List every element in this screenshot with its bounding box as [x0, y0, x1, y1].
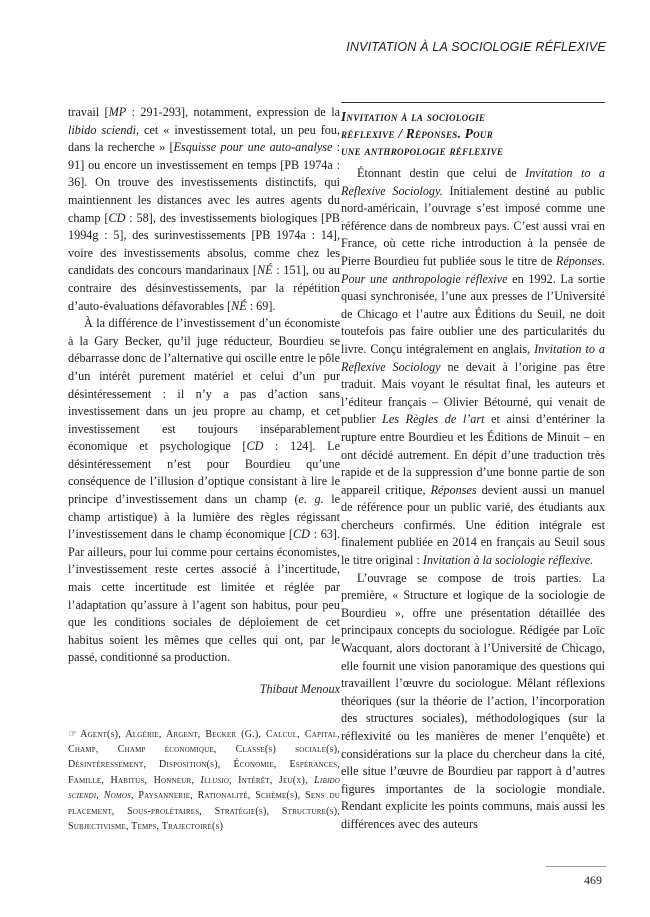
italic-text: CD [108, 210, 126, 225]
text: , [96, 790, 104, 802]
article-title [341, 108, 605, 159]
text: ne devait à l’origine pas être traduit. Mais voyant le résultat final, les auteurs et l’éditeur français – Olivier Bétourné, qui venait de publier [341, 359, 605, 427]
italic-text: Esquisse pour une auto-analyse [173, 140, 333, 155]
article-title-line-2: réflexive / Réponses. Pour [341, 126, 494, 141]
text: : 58], des investissements biologiques [PB 1994g : 5], des surinvestissements [PB 1974a : 14], voire des investissements absolus, comme chez les candidats des concours mandarinaux [ [68, 210, 340, 278]
italic-text: Nomos [103, 790, 131, 802]
page-number: 469 [584, 873, 602, 887]
italic-text: Illusio [200, 774, 230, 786]
see-also-terms [68, 729, 340, 832]
text: , Paysannerie, Rationalité, Schème(s), Sens du placement, Sous-prolétaires, Stratégie(s), Structure(s), Subjectivisme, Temps, Trajectoire(s) [68, 790, 340, 833]
author-signature: Thibaut Menoux [259, 682, 340, 696]
italic-text: NÉ [231, 298, 247, 313]
text: À la différence de l’investissement d’un économiste à la Gary Becker, qu’il juge réducteur, Bourdieu se débarrasse donc de l’alternative qui oscille entre le pôle d’un intérêt purement matériel et celui d’un pur désintéressement : il n’y a pas d’action sans investissement dans un jeu propre au champ, et cet investissement est toujours inséparablement économique et psychologique [ [68, 316, 340, 454]
article-title-line-3: une anthropologie réflexive [341, 143, 504, 158]
italic-text: CD [246, 439, 264, 454]
text: Étonnant destin que celui de [357, 166, 526, 180]
italic-text: e. g. [298, 492, 324, 507]
see-also-list [68, 727, 340, 835]
article-title-rule [341, 102, 605, 103]
italic-text: Invitation to a Reflexive Sociology [341, 341, 605, 374]
running-head: INVITATION À LA SOCIOLOGIE RÉFLEXIVE [346, 40, 606, 54]
text: , Intérêt, Jeu(x), [229, 774, 315, 786]
text: Agent(s), Algérie, Argent, Becker (G.), Calcul, Capital, Champ, Champ économique, Classe(s) sociale(s), Désintéressement, Disposition(s), Économie, Espérances, Famille, Habitus, Honneur, [68, 728, 340, 786]
right-paragraph-1 [341, 165, 605, 570]
text: : 151], ou au contraire des désinvestissements, par la répétition d’auto-évaluations défavorables [ [68, 263, 340, 313]
italic-text: NÉ [256, 263, 273, 278]
text: : 291-293], notamment, expression de la [126, 105, 340, 119]
text: : 91] ou encore un investissement en temps [PB 1974a : 36]. On trouve des investissements distinctifs, qui maintiennent les distances avec les autres agents du champ [ [68, 140, 341, 225]
left-paragraph-1 [68, 104, 340, 315]
right-paragraph-2 [341, 570, 605, 834]
italic-text: Réponses. Pour une anthropologie réflexive [341, 253, 605, 286]
text: devient aussi un manuel de référence pour un public varié, des étudiants aux chercheurs confirmés. Une édition intégrale est finalement publiée en 2014 en français au Seuil sous le titre original : [341, 482, 605, 568]
italic-text: CD [292, 527, 310, 542]
left-column [68, 104, 340, 834]
text: travail [ [68, 105, 109, 119]
italic-text: Les Règles de l’art [382, 412, 485, 427]
italic-text: MP [108, 105, 127, 119]
italic-text: Libido sciendi [68, 774, 340, 802]
article-title-line-1: Invitation à la sociologie [341, 109, 486, 124]
left-paragraph-2 [68, 315, 340, 667]
text: Initialement destiné au public nord-américain, l’ouvrage s’est imposé comme une référence dans de nombreux pays. C’est aussi vrai en France, où cette riche introduction à la pensée de Pierre Bourdieu fut publiée sous le titre de [341, 183, 605, 268]
text: en 1992. La sortie quasi synchronisée, l’une aux presses de l’Université de Chicago et l’autre aux Éditions du Seuil, ne doit toutefois pas faire oublier une des particularités du livre. Conçu intégralement en anglais, [341, 271, 606, 356]
text: , cet « investissement total, un peu fou, dans la recherche » [ [68, 122, 340, 155]
pointing-hand-icon: ☞ [68, 728, 78, 740]
text: et ainsi d’entériner la rupture entre Bourdieu et les Éditions de Minuit – en ont décidé autrement. En dépit d’une traduction très rapide et de la suppression d’une bonne partie de son appareil critique, [341, 412, 605, 497]
italic-text: Réponses [430, 482, 477, 497]
italic-text: libido sciendi [68, 122, 136, 137]
text: : 69]. [246, 298, 276, 313]
italic-text: Invitation to a Reflexive Sociology. [341, 166, 605, 198]
text: le champ artistique) à la lumière des règles régissant l’investissement dans le champ économique [ [68, 492, 340, 542]
text: : 63]. Par ailleurs, pour lui comme pour certains économistes, l’investissement reste certes associé à l’incertitude, mais cette incertitude est limitée et réglée par l’adaptation qu’assure à l’agent son habitus, pour peu que les conditions sociales de déploiement de cet habitus soient les mêmes que celles qui ont, par le passé, conditionné sa production. [68, 527, 340, 665]
text: L’ouvrage se compose de trois parties. La première, « Structure et logique de la sociologie de Bourdieu », offre une présentation détaillée des principaux concepts du sociologue. Rédigée par Loïc Wacquant, alors doctorant à l’Université de Chicago, elle fournit une vision panoramique des questions qui travaillent l’œuvre du sociologue. Mêlant réflexions théoriques (sur la théorie de l’action, l’incorporation des structures sociales), méthodologiques (sur la réflexivité ou les manières de mener l’enquête) et considérations sur la place du chercheur dans la cité, elle situe l’œuvre de Bourdieu par rapport à d’autres figures importantes de la sociologie mondiale. Rendant explicite les points communs, mais aussi les différences avec des auteurs [341, 570, 605, 831]
right-column [341, 104, 605, 834]
italic-text: Invitation à la sociologie réflexive. [422, 553, 594, 568]
page-number-rule [546, 866, 606, 867]
text: : 124]. Le désintéressement n’est pour Bourdieu qu’une conséquence de l’illusion d’optique consistant à lire le principe d’investissement dans un champ ( [68, 439, 340, 507]
